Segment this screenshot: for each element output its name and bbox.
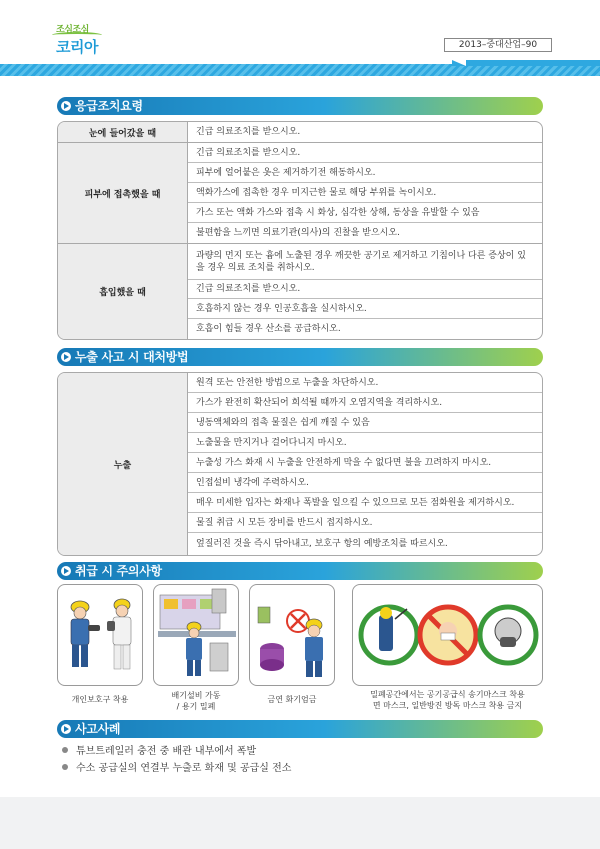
accident-item (62, 759, 291, 774)
section-title: 응급조치요령 (75, 99, 143, 113)
table-row: 가스가 완전히 확산되어 희석될 때까지 오염지역을 격리하시오. (188, 393, 542, 413)
table-row: 냉동액체와의 접촉 물질은 쉽게 깨질 수 있음 (188, 413, 542, 433)
table-row: 인접설비 냉각에 주력하시오. (188, 473, 542, 493)
table-group (58, 122, 542, 143)
group-rows (188, 122, 542, 142)
emergency-table (57, 121, 543, 340)
accident-item (62, 742, 256, 757)
illustration-confined-space (352, 584, 543, 686)
table-row: 과량의 먼지 또는 흄에 노출된 경우 깨끗한 공기로 제거하고 기침이나 다른 증상이 있을 경우 의료 조치를 취하시오. (188, 244, 542, 280)
table-group (58, 143, 542, 244)
section-header-emergency (57, 97, 543, 115)
table-row: 액화가스에 접촉한 경우 미지근한 물로 해당 부위를 녹이시오. (188, 183, 542, 203)
illustration-exhaust (153, 584, 239, 686)
section-header-accidents (57, 720, 543, 738)
caption-exhaust: 배기설비 가동 / 용기 밀폐 (171, 691, 221, 711)
group-rows (188, 244, 542, 339)
bullet-icon (62, 747, 68, 753)
section-header-leak (57, 348, 543, 366)
group-label: 누출 (58, 373, 188, 555)
ppe-worker-icon (58, 585, 144, 687)
section-bullet-icon (61, 566, 71, 576)
caption-ppe: 개인보호구 착용 (71, 695, 129, 704)
caption-confined-space: 밀폐공간에서는 공기공급식 송기마스크 착용 면 마스크, 일반방진 방독 마스크 착용 금지 (370, 690, 525, 710)
page-header (0, 0, 600, 80)
table-group (58, 244, 542, 339)
table-group (58, 373, 542, 555)
accident-text: 튜브트레일러 충전 중 배관 내부에서 폭발 (76, 746, 257, 757)
section-title: 사고사례 (75, 722, 121, 736)
table-row: 불편함을 느끼면 의료기관(의사)의 진찰을 받으시오. (196, 228, 400, 238)
table-row: 매우 미세한 입자는 화재나 폭발을 일으킬 수 있으므로 모든 점화원을 제거하시오. (188, 493, 542, 513)
logo-title: 코리아 (56, 38, 98, 56)
group-rows (188, 143, 542, 243)
table-row: 가스 또는 액화 가스와 접촉 시 화상, 심각한 상해, 동상을 유발할 수 있음 (188, 203, 542, 223)
confined-space-mask-icon (353, 585, 544, 687)
header-stripe-fold (452, 60, 466, 66)
table-row: 피부에 얼어붙은 옷은 제거하기전 해동하시오. (188, 163, 542, 183)
section-bullet-icon (61, 352, 71, 362)
caption-no-smoking: 금연 화기엄금 (267, 695, 317, 704)
group-label: 흡입했을 때 (58, 244, 188, 339)
section-bullet-icon (61, 101, 71, 111)
table-row: 호흡이 힘들 경우 산소를 공급하시오. (196, 324, 341, 334)
accident-text: 수소 공급실의 연결부 누출로 화재 및 공급실 전소 (76, 763, 292, 774)
group-label: 눈에 들어갔을 때 (58, 122, 188, 142)
group-label: 피부에 접촉했을 때 (58, 143, 188, 243)
logo-subtitle: 조심조심 (56, 25, 89, 35)
section-bullet-icon (61, 724, 71, 734)
table-row: 긴급 의료조치를 받으시오. (188, 143, 542, 163)
section-title: 누출 사고 시 대처방법 (75, 350, 189, 364)
table-row: 엎질러진 것을 즉시 닦아내고, 보호구 항의 예방조치를 따르시오. (196, 539, 448, 549)
table-row: 노출물을 만지거나 걸어다니지 마시오. (188, 433, 542, 453)
no-smoking-icon (250, 585, 336, 687)
leak-table (57, 372, 543, 556)
header-stripe-cap (452, 60, 600, 66)
table-row: 누출성 가스 화재 시 누출을 안전하게 막을 수 없다면 불을 끄려하지 마시오. (188, 453, 542, 473)
document-code: 2013–중대산업–90 (444, 38, 552, 52)
section-title: 취급 시 주의사항 (75, 564, 162, 578)
table-row: 물질 취급 시 모든 장비를 반드시 접지하시오. (188, 513, 542, 533)
footer-band (0, 797, 600, 849)
group-rows (188, 373, 542, 555)
table-row: 긴급 의료조치를 받으시오. (196, 127, 301, 137)
table-row: 원격 또는 안전한 방법으로 누출을 차단하시오. (188, 373, 542, 393)
bullet-icon (62, 764, 68, 770)
section-header-handling (57, 562, 543, 580)
table-row: 호흡하지 않는 경우 인공호흡을 실시하시오. (188, 299, 542, 319)
table-row: 긴급 의료조치를 받으시오. (188, 280, 542, 299)
korea-safety-logo (52, 18, 108, 62)
exhaust-equipment-icon (154, 585, 240, 687)
illustration-ppe (57, 584, 143, 686)
illustration-no-smoking (249, 584, 335, 686)
